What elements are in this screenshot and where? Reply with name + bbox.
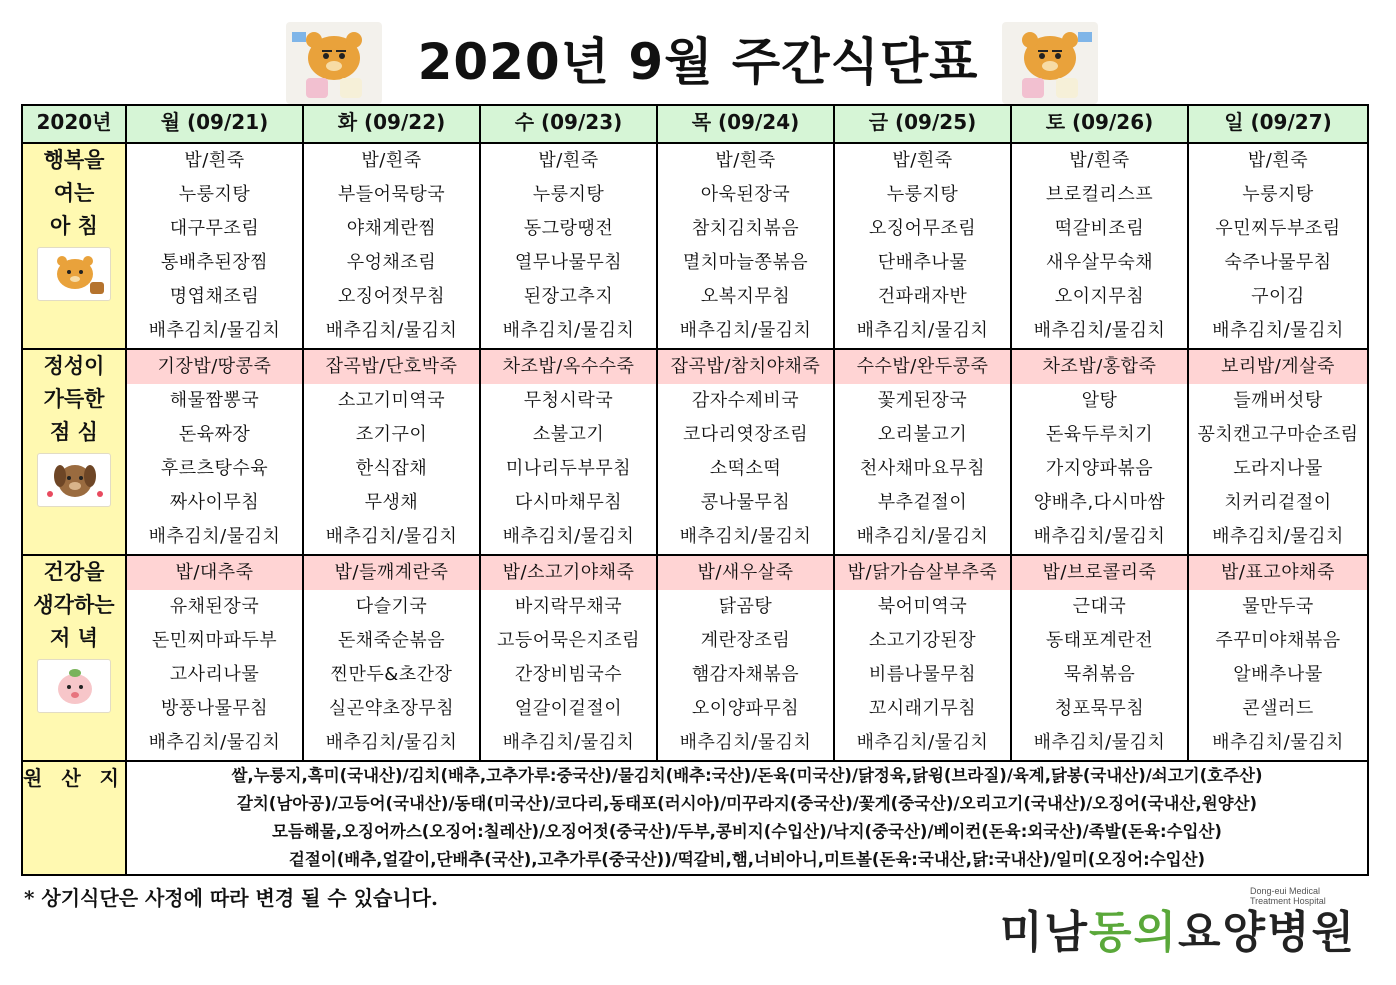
menu-item: 해물짬뽕국 bbox=[169, 390, 260, 411]
menu-item: 북어미역국 bbox=[877, 596, 968, 617]
menu-item: 배추김치/물김치 bbox=[856, 732, 989, 753]
menu-item: 한식잡채 bbox=[355, 458, 428, 479]
menu-item: 고등어묵은지조림 bbox=[496, 630, 641, 651]
menu-item: 무생채 bbox=[364, 492, 419, 513]
day-menu-cell bbox=[657, 555, 834, 761]
menu-item: 숙주나물무침 bbox=[1224, 252, 1332, 273]
menu-item: 구이김 bbox=[1251, 286, 1305, 307]
hospital-logo-text: 미남동의요양병원 bbox=[1000, 907, 1357, 958]
peach-mascot-icon bbox=[37, 659, 111, 713]
disclaimer-note: * 상기식단은 사정에 따라 변경 될 수 있습니다. bbox=[24, 886, 438, 910]
breakfast-label: 행복을 여는 아 침 bbox=[22, 143, 126, 349]
menu-item: 부추겉절이 bbox=[877, 492, 968, 513]
day-menu-cell bbox=[1011, 555, 1188, 761]
menu-item: 누룽지탕 bbox=[1242, 184, 1314, 205]
menu-item: 밥/흰죽 bbox=[892, 150, 953, 171]
menu-item: 얼갈이겉절이 bbox=[514, 698, 623, 719]
day-menu-cell bbox=[126, 143, 303, 349]
menu-item: 배추김치/물김치 bbox=[856, 526, 989, 547]
menu-item: 배추김치/물김치 bbox=[1033, 526, 1166, 547]
origin-line: 겉절이(배추,얼갈이,단배추(국산),고추가루(중국산))/떡갈비,햄,너비아니,미트볼(돈육:국내산,닭:국내산)/일미(오징어:수입산) bbox=[288, 850, 1206, 869]
menu-item: 돈채죽순볶음 bbox=[337, 630, 446, 651]
menu-item: 양배추,다시마쌈 bbox=[1033, 492, 1166, 513]
menu-item: 배추김치/물김치 bbox=[325, 526, 458, 547]
menu-item: 감자수제비국 bbox=[691, 390, 800, 411]
menu-item: 밥/표고야채죽 bbox=[1189, 556, 1367, 590]
menu-item: 방풍나물무침 bbox=[160, 698, 269, 719]
dinner-row bbox=[22, 555, 1368, 761]
menu-item: 청포묵무침 bbox=[1054, 698, 1145, 719]
menu-item: 아욱된장국 bbox=[700, 184, 791, 205]
day-menu-cell bbox=[834, 143, 1011, 349]
day-header: 월 (09/21) bbox=[126, 105, 303, 143]
menu-item: 된장고추지 bbox=[523, 286, 614, 307]
menu-item: 천사채마요무침 bbox=[859, 458, 986, 479]
menu-item: 간장비빔국수 bbox=[514, 664, 623, 685]
menu-item: 배추김치/물김치 bbox=[679, 526, 812, 547]
menu-item: 오이양파무침 bbox=[691, 698, 800, 719]
menu-item: 밥/브로콜리죽 bbox=[1012, 556, 1187, 590]
menu-item: 수수밥/완두콩죽 bbox=[835, 350, 1010, 384]
menu-item: 배추김치/물김치 bbox=[856, 320, 989, 341]
header-row bbox=[22, 105, 1368, 143]
menu-item: 짜사이무침 bbox=[169, 492, 260, 513]
origin-line: 쌀,누룽지,흑미(국내산)/김치(배추,고추가루:중국산)/물김치(배추:국산)/돈육(미국산)/닭정육,닭윙(브라질)/육계,닭봉(국내산)/쇠고기(호주산) bbox=[231, 766, 1263, 785]
menu-item: 명엽채조림 bbox=[169, 286, 260, 307]
menu-item: 밥/흰죽 bbox=[184, 150, 245, 171]
menu-item: 밥/소고기야채죽 bbox=[481, 556, 656, 590]
menu-item: 배추김치/물김치 bbox=[1033, 732, 1166, 753]
day-menu-cell bbox=[480, 143, 657, 349]
menu-item: 보리밥/게살죽 bbox=[1189, 350, 1367, 384]
day-header: 수 (09/23) bbox=[480, 105, 657, 143]
origin-row bbox=[22, 761, 1368, 875]
menu-item: 기장밥/땅콩죽 bbox=[127, 350, 302, 384]
day-menu-cell bbox=[1188, 349, 1368, 555]
menu-item: 꽁치캔고구마순조림 bbox=[1197, 424, 1359, 445]
menu-item: 잡곡밥/단호박죽 bbox=[304, 350, 479, 384]
menu-item: 찐만두&초간장 bbox=[330, 664, 453, 685]
dinner-label: 건강을 생각하는 저 녁 bbox=[22, 555, 126, 761]
menu-item: 오이지무침 bbox=[1054, 286, 1145, 307]
menu-item: 브로컬리스프 bbox=[1045, 184, 1154, 205]
lunch-row bbox=[22, 349, 1368, 555]
menu-item: 오복지무침 bbox=[700, 286, 791, 307]
lion-mascot-icon bbox=[1002, 22, 1098, 104]
day-header: 토 (09/26) bbox=[1011, 105, 1188, 143]
menu-item: 밥/흰죽 bbox=[1247, 150, 1309, 171]
menu-item: 근대국 bbox=[1072, 596, 1127, 617]
menu-item: 물만두국 bbox=[1242, 596, 1314, 617]
menu-item: 밥/새우살죽 bbox=[658, 556, 833, 590]
menu-item: 배추김치/물김치 bbox=[1212, 320, 1344, 341]
menu-item: 야채계란찜 bbox=[346, 218, 437, 239]
day-menu-cell bbox=[834, 349, 1011, 555]
menu-item: 소고기강된장 bbox=[868, 630, 977, 651]
day-menu-cell bbox=[657, 349, 834, 555]
menu-item: 배추김치/물김치 bbox=[1212, 526, 1344, 547]
menu-item: 밥/흰죽 bbox=[1069, 150, 1130, 171]
menu-item: 동그랑땡전 bbox=[523, 218, 614, 239]
menu-item: 바지락무채국 bbox=[514, 596, 623, 617]
menu-item: 고사리나물 bbox=[169, 664, 260, 685]
menu-item: 꼬시래기무침 bbox=[868, 698, 977, 719]
menu-item: 단배추나물 bbox=[877, 252, 968, 273]
menu-item: 밥/흰죽 bbox=[538, 150, 599, 171]
year-header: 2020년 bbox=[22, 105, 126, 143]
menu-item: 동태포계란전 bbox=[1045, 630, 1154, 651]
origin-info bbox=[126, 761, 1368, 875]
menu-item: 꽃게된장국 bbox=[877, 390, 968, 411]
menu-item: 멸치마늘쫑볶음 bbox=[682, 252, 809, 273]
menu-item: 배추김치/물김치 bbox=[1212, 732, 1344, 753]
menu-item: 조기구이 bbox=[355, 424, 428, 445]
menu-item: 우민찌두부조림 bbox=[1215, 218, 1341, 239]
menu-item: 밥/흰죽 bbox=[715, 150, 776, 171]
menu-item: 새우살무숙채 bbox=[1045, 252, 1154, 273]
day-menu-cell bbox=[1188, 555, 1368, 761]
menu-item: 들깨버섯탕 bbox=[1233, 390, 1323, 411]
menu-item: 통배추된장찜 bbox=[160, 252, 269, 273]
bear-mascot-icon bbox=[286, 22, 382, 104]
page-title: 2020년 9월 주간식단표 bbox=[417, 33, 979, 91]
menu-item: 배추김치/물김치 bbox=[325, 732, 458, 753]
menu-item: 오징어젓무침 bbox=[337, 286, 446, 307]
day-menu-cell bbox=[126, 555, 303, 761]
menu-item: 주꾸미야채볶음 bbox=[1215, 630, 1341, 651]
menu-item: 차조밥/옥수수죽 bbox=[481, 350, 656, 384]
menu-item: 오징어무조림 bbox=[868, 218, 977, 239]
menu-item: 다시마채무침 bbox=[514, 492, 623, 513]
menu-item: 밥/닭가슴살부추죽 bbox=[835, 556, 1010, 590]
menu-item: 계란장조림 bbox=[700, 630, 791, 651]
day-menu-cell bbox=[480, 555, 657, 761]
day-header: 화 (09/22) bbox=[303, 105, 480, 143]
menu-item: 건파래자반 bbox=[877, 286, 968, 307]
day-menu-cell bbox=[657, 143, 834, 349]
day-menu-cell bbox=[1011, 143, 1188, 349]
menu-item: 누룽지탕 bbox=[532, 184, 605, 205]
menu-item: 떡갈비조림 bbox=[1054, 218, 1145, 239]
menu-item: 누룽지탕 bbox=[886, 184, 959, 205]
menu-item: 배추김치/물김치 bbox=[148, 320, 281, 341]
menu-item: 배추김치/물김치 bbox=[148, 526, 281, 547]
menu-item: 코다리엿장조림 bbox=[682, 424, 809, 445]
menu-item: 닭곰탕 bbox=[718, 596, 773, 617]
menu-item: 차조밥/홍합죽 bbox=[1012, 350, 1187, 384]
menu-item: 밥/대추죽 bbox=[127, 556, 302, 590]
bear-mascot-icon bbox=[37, 247, 111, 301]
origin-line: 갈치(남아공)/고등어(국내산)/동태(미국산)/코다리,동태포(러시아)/미꾸라지(중국산)/꽃게(중국산)/오리고기(국내산)/오징어(국내산,원양산) bbox=[236, 794, 1258, 813]
menu-item: 콩나물무침 bbox=[700, 492, 791, 513]
menu-item: 대구무조림 bbox=[169, 218, 260, 239]
menu-item: 잡곡밥/참치야채죽 bbox=[658, 350, 833, 384]
menu-item: 배추김치/물김치 bbox=[502, 732, 635, 753]
lunch-label: 정성이 가득한 점 심 bbox=[22, 349, 126, 555]
menu-item: 묵취볶음 bbox=[1063, 664, 1136, 685]
day-menu-cell bbox=[480, 349, 657, 555]
menu-item: 실곤약초장무침 bbox=[328, 698, 455, 719]
menu-item: 밥/들깨계란죽 bbox=[304, 556, 479, 590]
dog-mascot-icon bbox=[37, 453, 111, 507]
menu-item: 배추김치/물김치 bbox=[325, 320, 458, 341]
hospital-logo bbox=[1000, 878, 1370, 968]
menu-item: 배추김치/물김치 bbox=[679, 732, 812, 753]
menu-item: 유채된장국 bbox=[169, 596, 260, 617]
breakfast-row bbox=[22, 143, 1368, 349]
menu-item: 밥/흰죽 bbox=[361, 150, 422, 171]
day-menu-cell bbox=[834, 555, 1011, 761]
menu-item: 알배추나물 bbox=[1233, 664, 1323, 685]
day-header: 금 (09/25) bbox=[834, 105, 1011, 143]
menu-item: 무청시락국 bbox=[523, 390, 614, 411]
menu-item: 햄감자채볶음 bbox=[691, 664, 800, 685]
menu-item: 알탕 bbox=[1081, 390, 1118, 411]
menu-item: 비름나물무침 bbox=[868, 664, 977, 685]
day-menu-cell bbox=[303, 349, 480, 555]
menu-item: 배추김치/물김치 bbox=[502, 320, 635, 341]
day-menu-cell bbox=[1011, 349, 1188, 555]
day-header: 목 (09/24) bbox=[657, 105, 834, 143]
day-menu-cell bbox=[303, 143, 480, 349]
menu-item: 콘샐러드 bbox=[1242, 698, 1314, 719]
menu-item: 도라지나물 bbox=[1233, 458, 1323, 479]
menu-item: 우엉채조림 bbox=[346, 252, 437, 273]
origin-line: 모듬해물,오징어까스(오징어:칠레산)/오징어젓(중국산)/두부,콩비지(수입산)/낙지(중국산)/베이컨(돈육:외국산)/족발(돈육:수입산) bbox=[272, 822, 1222, 841]
menu-item: 가지양파볶음 bbox=[1045, 458, 1154, 479]
origin-label: 원 산 지 bbox=[22, 761, 126, 875]
menu-item: 누룽지탕 bbox=[178, 184, 251, 205]
menu-item: 다슬기국 bbox=[355, 596, 428, 617]
menu-item: 열무나물무침 bbox=[514, 252, 623, 273]
menu-item: 소고기미역국 bbox=[337, 390, 446, 411]
menu-item: 소떡소떡 bbox=[709, 458, 782, 479]
menu-item: 참치김치볶음 bbox=[691, 218, 800, 239]
menu-item: 부들어묵탕국 bbox=[337, 184, 446, 205]
weekly-menu-table bbox=[21, 104, 1369, 876]
menu-item: 돈육두루치기 bbox=[1045, 424, 1154, 445]
menu-item: 치커리겉절이 bbox=[1224, 492, 1332, 513]
menu-item: 배추김치/물김치 bbox=[1033, 320, 1166, 341]
menu-item: 돈육짜장 bbox=[178, 424, 251, 445]
day-menu-cell bbox=[126, 349, 303, 555]
menu-item: 소불고기 bbox=[532, 424, 605, 445]
menu-item: 돈민찌마파두부 bbox=[151, 630, 278, 651]
day-menu-cell bbox=[1188, 143, 1368, 349]
day-header: 일 (09/27) bbox=[1188, 105, 1368, 143]
menu-item: 미나리두부무침 bbox=[505, 458, 632, 479]
day-menu-cell bbox=[303, 555, 480, 761]
menu-item: 오리불고기 bbox=[877, 424, 968, 445]
menu-item: 배추김치/물김치 bbox=[148, 732, 281, 753]
menu-item: 배추김치/물김치 bbox=[679, 320, 812, 341]
menu-item: 후르츠탕수육 bbox=[160, 458, 269, 479]
hospital-logo-subtitle: Dong-eui Medical Treatment Hospital bbox=[1250, 886, 1326, 906]
menu-item: 배추김치/물김치 bbox=[502, 526, 635, 547]
